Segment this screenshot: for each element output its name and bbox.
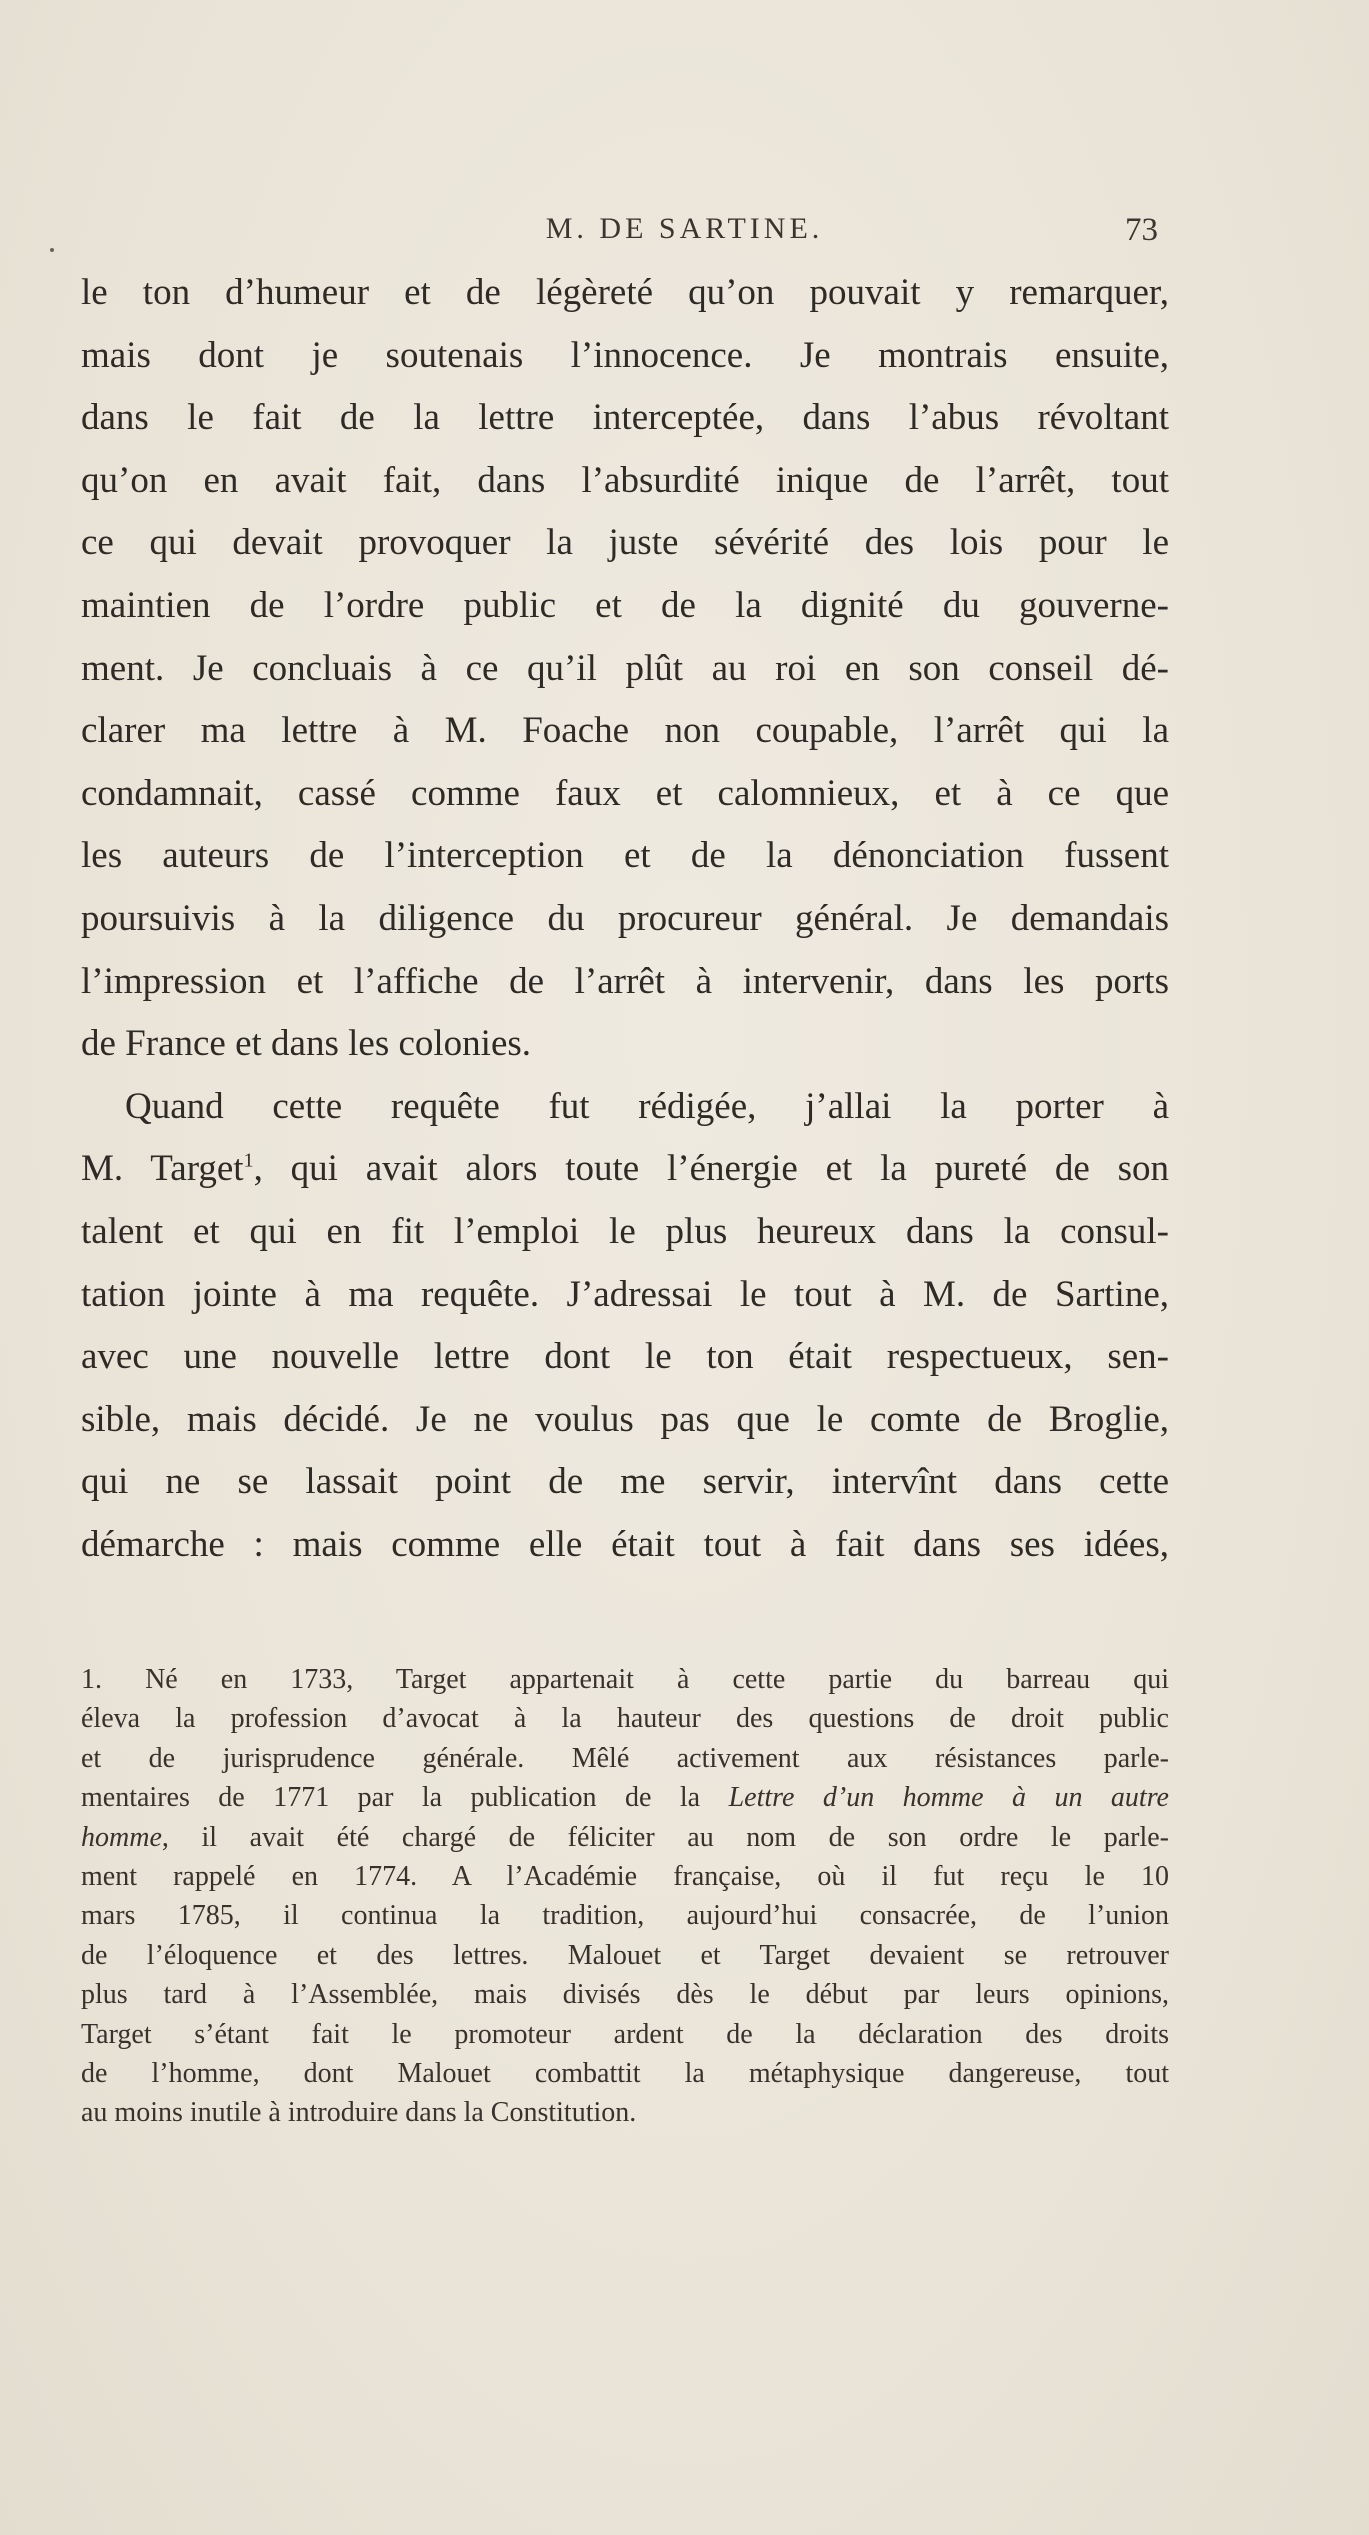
footnote-line-with-title (81, 1818, 1169, 1857)
body-line: de France et dans les colonies. (81, 1023, 532, 1065)
body-line-target (81, 1138, 1169, 1201)
footnote-line: au moins inutile à introduire dans la Constitution. (81, 2097, 637, 2129)
body-line: l’impression et l’affiche de l’arrêt à intervenir, dans les ports (81, 960, 1169, 1002)
body-line: ment. Je concluais à ce qu’il plût au roi en son conseil dé- (81, 647, 1169, 689)
footnote-text: mentaires de 1771 par la publication de la (81, 1782, 701, 1814)
page-header (0, 212, 1369, 262)
body-line: avec une nouvelle lettre dont le ton était respectueux, sen- (81, 1336, 1169, 1378)
target-line-rest: , qui avait alors toute l’énergie et la pureté de son (253, 1148, 1170, 1190)
body-line: tation jointe à ma requête. J’adressai le tout à M. de Sartine, (81, 1273, 1169, 1315)
body-line: dans le fait de la lettre interceptée, dans l’abus révoltant (81, 397, 1169, 439)
body-line: talent et qui en fit l’emploi le plus heureux dans la consul- (81, 1210, 1169, 1252)
footnote-line: de l’homme, dont Malouet combattit la métaphysique dangereuse, tout (81, 2057, 1169, 2089)
footnote-line: ment rappelé en 1774. A l’Académie française, où il fut reçu le 10 (81, 1860, 1169, 1892)
footnote-line: plus tard à l’Assemblée, mais divisés dès le début par leurs opinions, (81, 1979, 1169, 2011)
body-text (81, 262, 1169, 1576)
footnote-line: mars 1785, il continua la tradition, aujourd’hui consacrée, de l’union (81, 1900, 1169, 1932)
footnote-line: 1. Né en 1733, Target appartenait à cette partie du barreau qui (81, 1664, 1169, 1695)
body-line: qui ne se lassait point de me servir, intervînt dans cette (81, 1461, 1169, 1503)
body-line: Quand cette requête fut rédigée, j’allai la porter à (125, 1085, 1169, 1127)
body-line: poursuivis à la diligence du procureur général. Je demandais (81, 897, 1169, 939)
page-number: 73 (1125, 212, 1158, 248)
footnotes (81, 1660, 1169, 2133)
body-line: qu’on en avait fait, dans l’absurdité inique de l’arrêt, tout (81, 459, 1169, 501)
body-line: démarche : mais comme elle était tout à fait dans ses idées, (81, 1523, 1169, 1565)
work-title: Lettre d’un homme à un autre (728, 1782, 1169, 1814)
body-line: maintien de l’ordre public et de la dignité du gouverne- (81, 584, 1169, 626)
running-head: M. DE SARTINE. (545, 212, 824, 245)
target-name: M. Target (81, 1148, 244, 1190)
body-line: les auteurs de l’interception et de la dénonciation fussent (81, 835, 1169, 877)
body-line: condamnait, cassé comme faux et calomnieux, et à ce que (81, 772, 1169, 814)
footnote-text: , il avait été chargé de féliciter au nom de son ordre le parle- (161, 1821, 1169, 1853)
work-title-end: homme (81, 1821, 162, 1853)
body-line: ce qui devait provoquer la juste sévérité des lois pour le (81, 522, 1169, 564)
footnote-line: Target s’étant fait le promoteur ardent de la déclaration des droits (81, 2018, 1169, 2050)
body-line: clarer ma lettre à M. Foache non coupable, l’arrêt qui la (81, 710, 1169, 752)
footnote-line: et de jurisprudence générale. Mêlé activement aux résistances parle- (81, 1742, 1169, 1774)
body-line: mais dont je soutenais l’innocence. Je montrais ensuite, (81, 334, 1169, 376)
body-line: le ton d’humeur et de légèreté qu’on pouvait y remarquer, (81, 272, 1169, 313)
footnote-line-with-title (81, 1778, 1169, 1817)
footnote-marker: 1 (243, 1149, 254, 1172)
body-line: sible, mais décidé. Je ne voulus pas que le comte de Broglie, (81, 1398, 1169, 1440)
footnote-line: éleva la profession d’avocat à la hauteur des questions de droit public (81, 1703, 1169, 1735)
footnote-line: de l’éloquence et des lettres. Malouet et Target devaient se retrouver (81, 1939, 1169, 1971)
